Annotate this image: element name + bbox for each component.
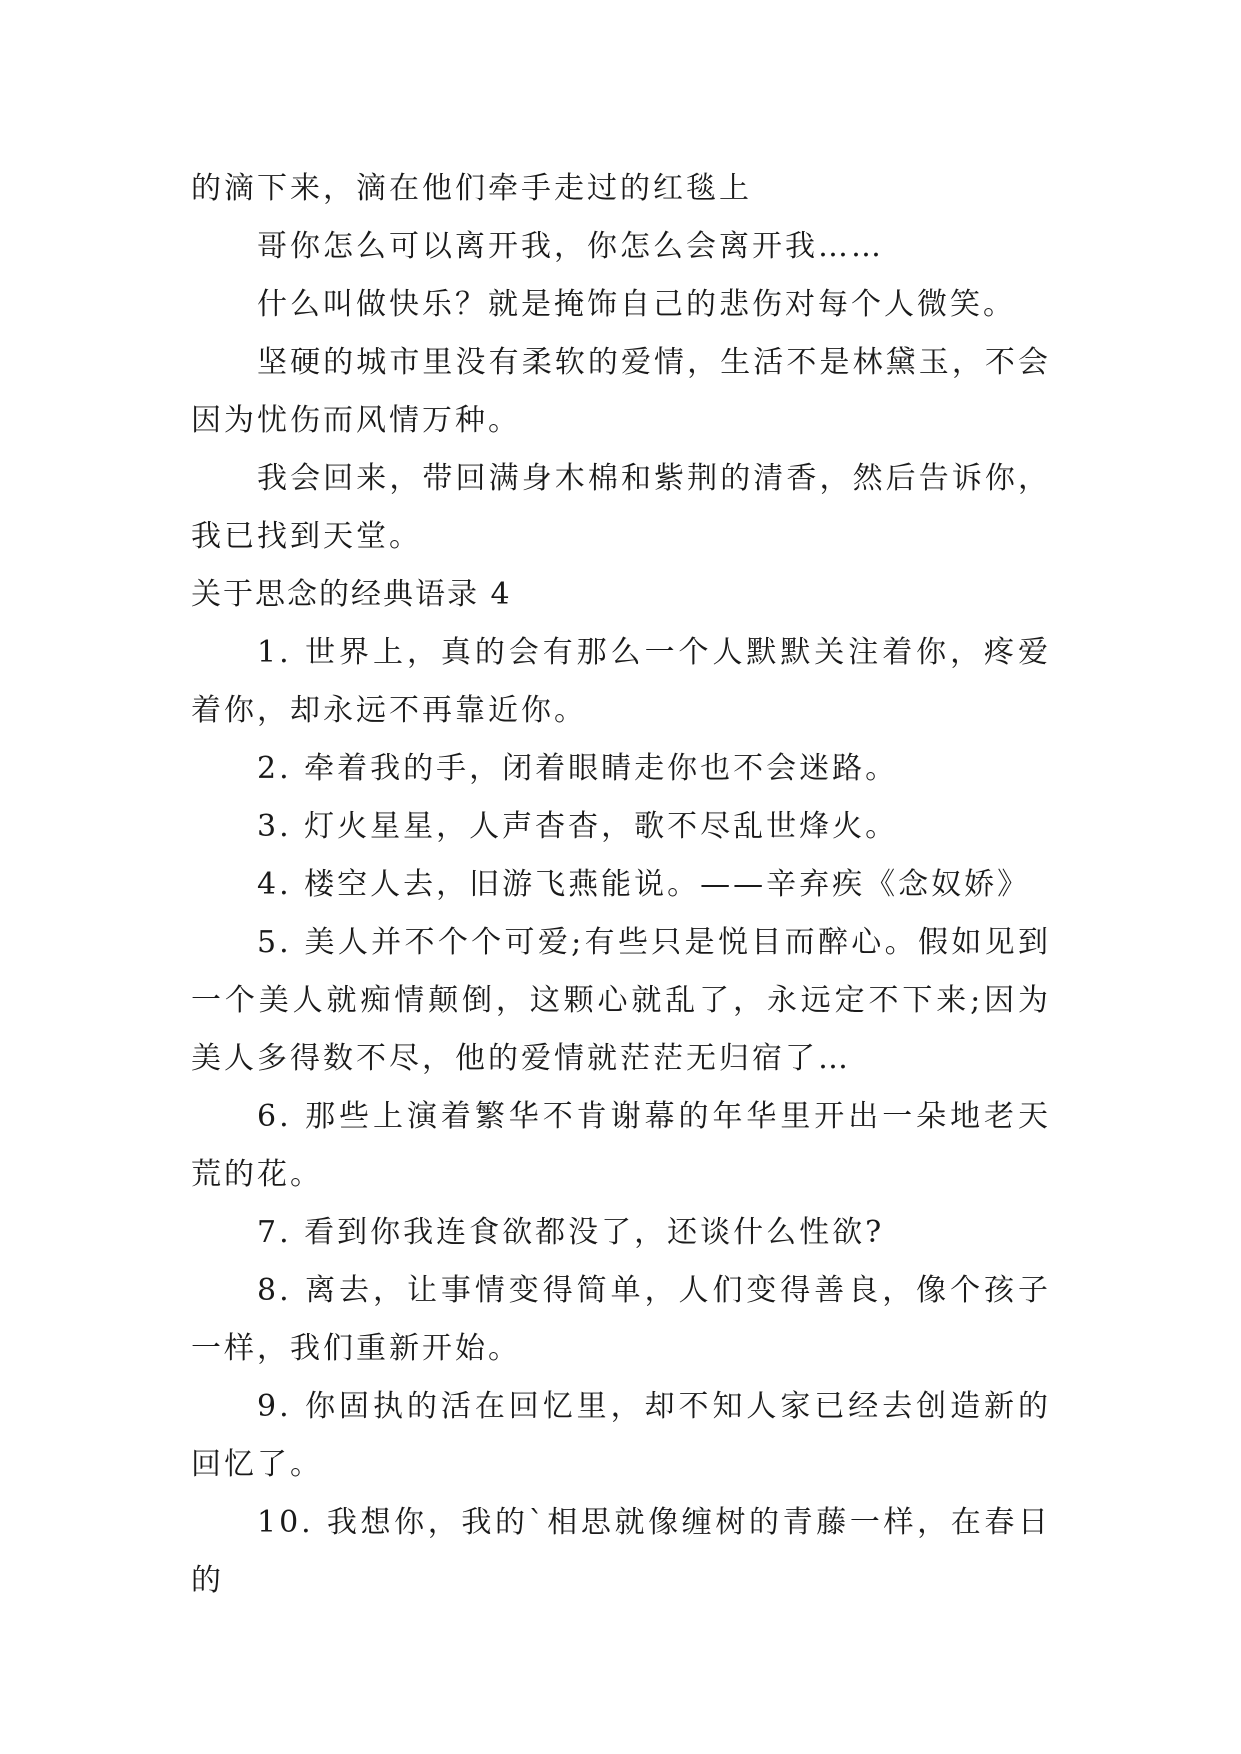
paragraph: 坚硬的城市里没有柔软的爱情，生活不是林黛玉，不会因为忧伤而风情万种。 [191,345,1051,438]
quote-item: 5. 美人并不个个可爱;有些只是悦目而醉心。假如见到一个美人就痴情颠倒，这颗心就乱了，永远定不下来;因为美人多得数不尽，他的爱情就茫茫无归宿了… [191,925,1051,1076]
quote-item: 8. 离去，让事情变得简单，人们变得善良，像个孩子一样，我们重新开始。 [191,1273,1051,1366]
quote-item: 7. 看到你我连食欲都没了，还谈什么性欲? [257,1215,885,1250]
quote-item: 9. 你固执的活在回忆里，却不知人家已经去创造新的回忆了。 [191,1389,1051,1482]
quote-item: 6. 那些上演着繁华不肯谢幕的年华里开出一朵地老天荒的花。 [191,1099,1051,1192]
paragraph: 什么叫做快乐？就是掩饰自己的悲伤对每个人微笑。 [257,287,1016,322]
quote-item: 1. 世界上，真的会有那么一个人默默关注着你，疼爱着你，却永远不再靠近你。 [191,635,1051,728]
quote-item: 2. 牵着我的手，闭着眼睛走你也不会迷路。 [257,751,899,786]
paragraph: 的滴下来，滴在他们牵手走过的红毯上 [191,171,752,206]
quote-item: 3. 灯火星星，人声杳杳，歌不尽乱世烽火。 [257,809,899,844]
document-body [191,160,1051,1610]
quote-item: 4. 楼空人去，旧游飞燕能说。——辛弃疾《念奴娇》 [257,867,1031,902]
paragraph: 哥你怎么可以离开我，你怎么会离开我…… [257,229,884,264]
paragraph: 我会回来，带回满身木棉和紫荆的清香，然后告诉你，我已找到天堂。 [191,461,1051,554]
quote-item: 10. 我想你，我的`相思就像缠树的青藤一样，在春日的 [191,1505,1051,1598]
section-heading: 关于思念的经典语录 4 [191,577,512,612]
